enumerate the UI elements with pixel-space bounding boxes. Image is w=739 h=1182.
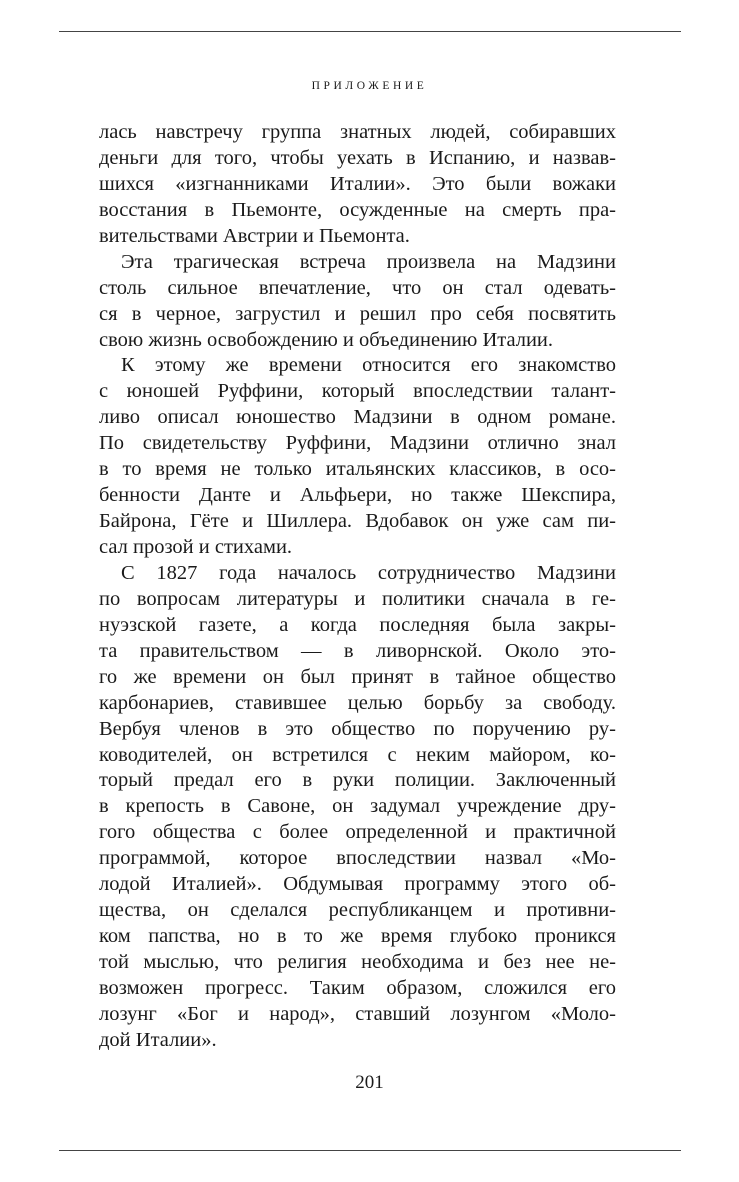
text-line: нуэзской газете, а когда последняя была закры- <box>99 613 616 636</box>
text-line: программой, которое впоследствии назвал «Мо- <box>99 847 616 870</box>
text-line: в крепость в Савоне, он задумал учреждение дру- <box>99 795 616 818</box>
text-line: гого общества с более определенной и практичной <box>99 821 616 844</box>
text-line: столь сильное впечатление, что он стал одевать- <box>99 276 616 299</box>
text-line: бенности Данте и Альфьери, но также Шекспира, <box>99 484 616 507</box>
text-line: К этому же времени относится его знакомство <box>121 354 616 377</box>
body-text <box>99 120 616 1054</box>
text-line: возможен прогресс. Таким образом, сложился его <box>99 976 616 999</box>
text-line: лодой Италией». Обдумывая программу этого об- <box>99 873 616 896</box>
text-line: в то время не только итальянских классиков, в осо- <box>99 458 616 481</box>
text-line: Эта трагическая встреча произвела на Мадзини <box>121 250 616 273</box>
text-line: ся в черное, загрустил и решил про себя посвятить <box>99 302 616 325</box>
text-line: с юношей Руффини, который впоследствии талант- <box>99 380 616 403</box>
text-line: торый предал его в руки полиции. Заключенный <box>99 769 616 792</box>
text-line: карбонариев, ставившее целью борьбу за свободу. <box>99 691 616 714</box>
text-line: по вопросам литературы и политики сначала в ге- <box>99 587 616 610</box>
text-line: Вербуя членов в это общество по поручению ру- <box>99 717 616 740</box>
text-line: восстания в Пьемонте, осужденные на смерть пра- <box>99 198 616 221</box>
text-line: ком папства, но в то же время глубоко проникся <box>99 925 616 948</box>
text-line: По свидетельству Руффини, Мадзини отлично знал <box>99 432 616 455</box>
text-line: ливо описал юношество Мадзини в одном романе. <box>99 406 616 429</box>
paragraph <box>99 120 616 250</box>
text-line: С 1827 года началось сотрудничество Мадзини <box>121 561 616 584</box>
text-line: вительствами Австрии и Пьемонта. <box>99 224 410 247</box>
text-line: лозунг «Бог и народ», ставший лозунгом «Моло- <box>99 1002 616 1025</box>
text-line: сал прозой и стихами. <box>99 536 293 558</box>
running-head: ПРИЛОЖЕНИЕ <box>311 80 428 92</box>
text-line: ководителей, он встретился с неким майором, ко- <box>99 743 616 766</box>
text-line: Байрона, Гёте и Шиллера. Вдобавок он уже сам пи- <box>99 510 616 533</box>
paragraph <box>99 353 616 561</box>
paragraph <box>99 561 616 1054</box>
top-rule <box>59 31 681 32</box>
text-line: лась навстречу группа знатных людей, собиравших <box>99 121 616 143</box>
text-line: та правительством — в ливорнской. Около это- <box>99 639 616 662</box>
text-line: деньги для того, чтобы уехать в Испанию, и назвав- <box>99 146 616 169</box>
text-line: го же времени он был принят в тайное общество <box>99 665 616 688</box>
text-line: свою жизнь освобождению и объединению Италии. <box>99 328 554 351</box>
paragraph <box>99 250 616 354</box>
text-line: щества, он сделался республиканцем и противни- <box>99 899 616 922</box>
text-line: шихся «изгнанниками Италии». Это были вожаки <box>99 172 616 195</box>
bottom-rule <box>59 1150 681 1151</box>
text-line: той мыслью, что религия необходима и без нее не- <box>99 951 616 973</box>
page-number: 201 <box>355 1072 384 1093</box>
text-line: дой Италии». <box>99 1028 217 1051</box>
